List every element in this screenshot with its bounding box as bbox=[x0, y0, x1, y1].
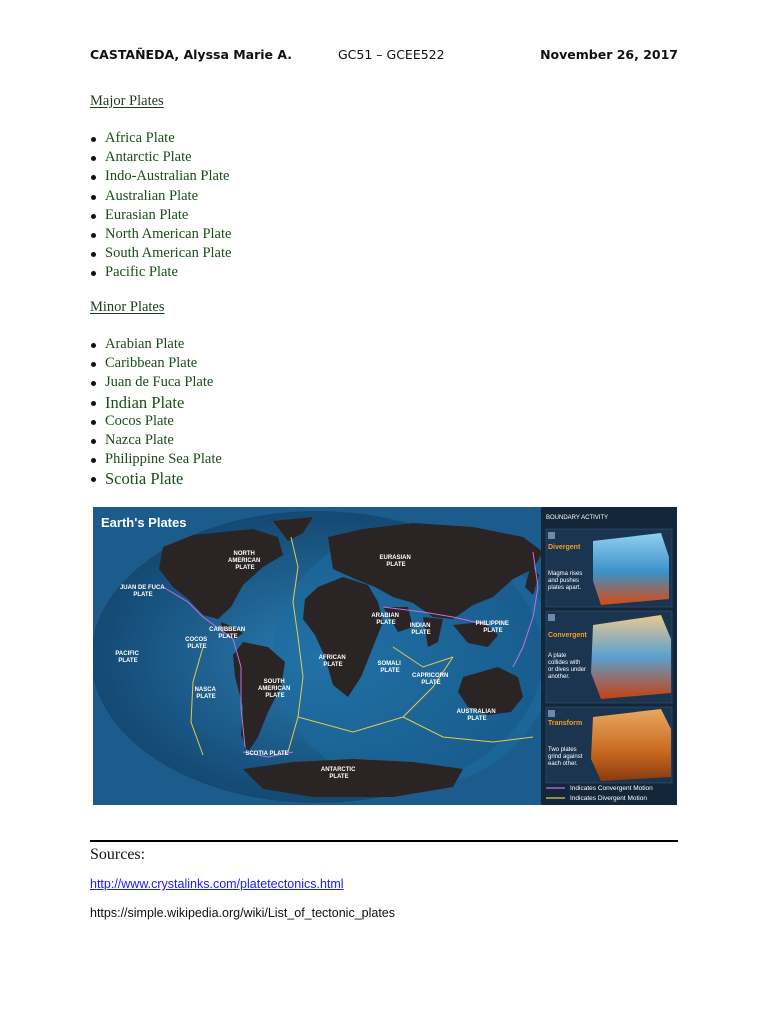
plate-label-cocos: PLATE bbox=[187, 644, 207, 650]
list-item: Indian Plate bbox=[90, 393, 390, 412]
plate-label-nasca: PLATE bbox=[196, 694, 216, 700]
sources-divider bbox=[90, 840, 678, 842]
list-item: Scotia Plate bbox=[90, 469, 390, 488]
divergent-text: plates apart. bbox=[548, 585, 582, 591]
list-item: Nazca Plate bbox=[90, 431, 390, 450]
plate-label-juan-de-fuca: PLATE bbox=[133, 592, 153, 598]
plate-label-antarctic: ANTARCTIC bbox=[320, 767, 356, 773]
transform-title: Transform bbox=[548, 720, 583, 727]
plate-label-antarctic: PLATE bbox=[329, 774, 349, 780]
plate-label-south-american: AMERICAN bbox=[257, 686, 291, 692]
convergent-text: another. bbox=[548, 674, 570, 680]
divergent-icon bbox=[548, 532, 555, 539]
convergent-title: Convergent bbox=[548, 632, 587, 639]
plate-label-eurasian: EURASIAN bbox=[379, 555, 411, 561]
convergent-block-illustration bbox=[591, 615, 671, 699]
plate-label-cocos: COCOS bbox=[185, 637, 208, 643]
list-item: Africa Plate bbox=[90, 129, 390, 148]
boundary-activity-panel bbox=[541, 507, 677, 805]
list-item: Cocos Plate bbox=[90, 412, 390, 431]
transform-icon bbox=[548, 710, 555, 717]
list-item: Pacific Plate bbox=[90, 263, 390, 282]
svg-text:INDIAN PLATE bbox=[410, 623, 432, 636]
transform-text: each other. bbox=[548, 761, 578, 767]
plate-label-north-american: NORTH bbox=[233, 551, 255, 557]
plate-label-australian: AUSTRALIAN bbox=[456, 709, 496, 715]
plate-label-caribbean: PLATE bbox=[218, 634, 238, 640]
divergent-text: and pushes bbox=[548, 578, 580, 584]
plate-label-somali: SOMALI bbox=[377, 661, 401, 667]
list-item: North American Plate bbox=[90, 225, 390, 244]
svg-text:NASCA PLATE bbox=[195, 687, 218, 700]
svg-text:COCOS PLATE bbox=[185, 637, 209, 650]
plate-label-scotia: SCOTIA PLATE bbox=[245, 751, 289, 757]
plate-label-australian: PLATE bbox=[467, 716, 487, 722]
svg-text:PACIFIC PLATE bbox=[115, 651, 140, 664]
major-plates-heading: Major Plates bbox=[90, 93, 164, 109]
minor-plates-list bbox=[90, 335, 390, 489]
plate-label-caribbean: CARIBBEAN bbox=[209, 627, 246, 633]
map-title: Earth's Plates bbox=[101, 515, 187, 530]
list-item: Antarctic Plate bbox=[90, 148, 390, 167]
earth-plates-map bbox=[93, 507, 677, 805]
panel-heading: BOUNDARY ACTIVITY bbox=[546, 515, 609, 521]
plate-label-juan-de-fuca: JUAN DE FUCA bbox=[119, 585, 165, 591]
plate-label-nasca: NASCA bbox=[194, 687, 216, 693]
convergent-text: collides with bbox=[548, 660, 581, 666]
source-link-wikipedia: https://simple.wikipedia.org/wiki/List_of_tectonic_plates bbox=[90, 906, 396, 920]
convergent-icon bbox=[548, 614, 555, 621]
list-item: Caribbean Plate bbox=[90, 354, 390, 373]
legend-convergent: Indicates Convergent Motion bbox=[570, 785, 653, 792]
minor-plates-heading: Minor Plates bbox=[90, 299, 165, 315]
document-header bbox=[90, 47, 678, 67]
list-item: Australian Plate bbox=[90, 187, 390, 206]
plate-label-south-american: SOUTH bbox=[263, 679, 285, 685]
transform-block-illustration bbox=[591, 709, 671, 781]
svg-text:Magma rises and pushes bbox=[548, 571, 584, 591]
list-item: Eurasian Plate bbox=[90, 206, 390, 225]
map-graphic bbox=[93, 507, 677, 805]
plate-label-african: PLATE bbox=[323, 662, 343, 668]
plate-label-pacific: PACIFIC bbox=[115, 651, 139, 657]
divergent-block-illustration bbox=[593, 533, 669, 605]
plate-label-arabian: PLATE bbox=[376, 620, 396, 626]
document-date: November 26, 2017 bbox=[540, 47, 678, 62]
plate-label-capricorn: CAPRICORN bbox=[411, 673, 449, 679]
list-item: Arabian Plate bbox=[90, 335, 390, 354]
transform-text: Two plates bbox=[548, 747, 577, 753]
plate-label-eurasian: PLATE bbox=[386, 562, 406, 568]
source-link-crystalinks[interactable]: http://www.crystalinks.com/platetectonics.html bbox=[90, 877, 344, 891]
divergent-title: Divergent bbox=[548, 544, 581, 551]
svg-text:SOMALI PLATE bbox=[377, 661, 402, 674]
author-name: CASTAÑEDA, Alyssa Marie A. bbox=[90, 47, 293, 62]
transform-text: grind against bbox=[548, 754, 583, 760]
convergent-text: or dives under bbox=[548, 667, 587, 673]
list-item: Philippine Sea Plate bbox=[90, 450, 390, 469]
convergent-text: A plate bbox=[548, 653, 567, 659]
plate-label-north-american: AMERICAN bbox=[227, 558, 261, 564]
plate-label-north-american: PLATE bbox=[235, 565, 255, 571]
plate-label-capricorn: PLATE bbox=[421, 680, 441, 686]
plate-label-philippine: PHILIPPINE bbox=[475, 621, 509, 627]
sources-heading: Sources: bbox=[90, 846, 146, 863]
plate-label-african: AFRICAN bbox=[318, 655, 346, 661]
divergent-text: Magma rises bbox=[548, 571, 583, 577]
list-item: South American Plate bbox=[90, 244, 390, 263]
plate-label-philippine: PLATE bbox=[483, 628, 503, 634]
course-code: GC51 – GCEE522 bbox=[338, 47, 445, 62]
list-item: Juan de Fuca Plate bbox=[90, 373, 390, 392]
legend-divergent: Indicates Divergent Motion bbox=[570, 795, 647, 802]
major-plates-list bbox=[90, 129, 390, 283]
list-item: Indo-Australian Plate bbox=[90, 167, 390, 186]
plate-label-pacific: PLATE bbox=[118, 658, 138, 664]
plate-label-somali: PLATE bbox=[380, 668, 400, 674]
plate-label-south-american: PLATE bbox=[265, 693, 285, 699]
plate-label-indian: INDIAN bbox=[409, 623, 431, 629]
plate-label-indian: PLATE bbox=[411, 630, 431, 636]
plate-label-arabian: ARABIAN bbox=[371, 613, 399, 619]
